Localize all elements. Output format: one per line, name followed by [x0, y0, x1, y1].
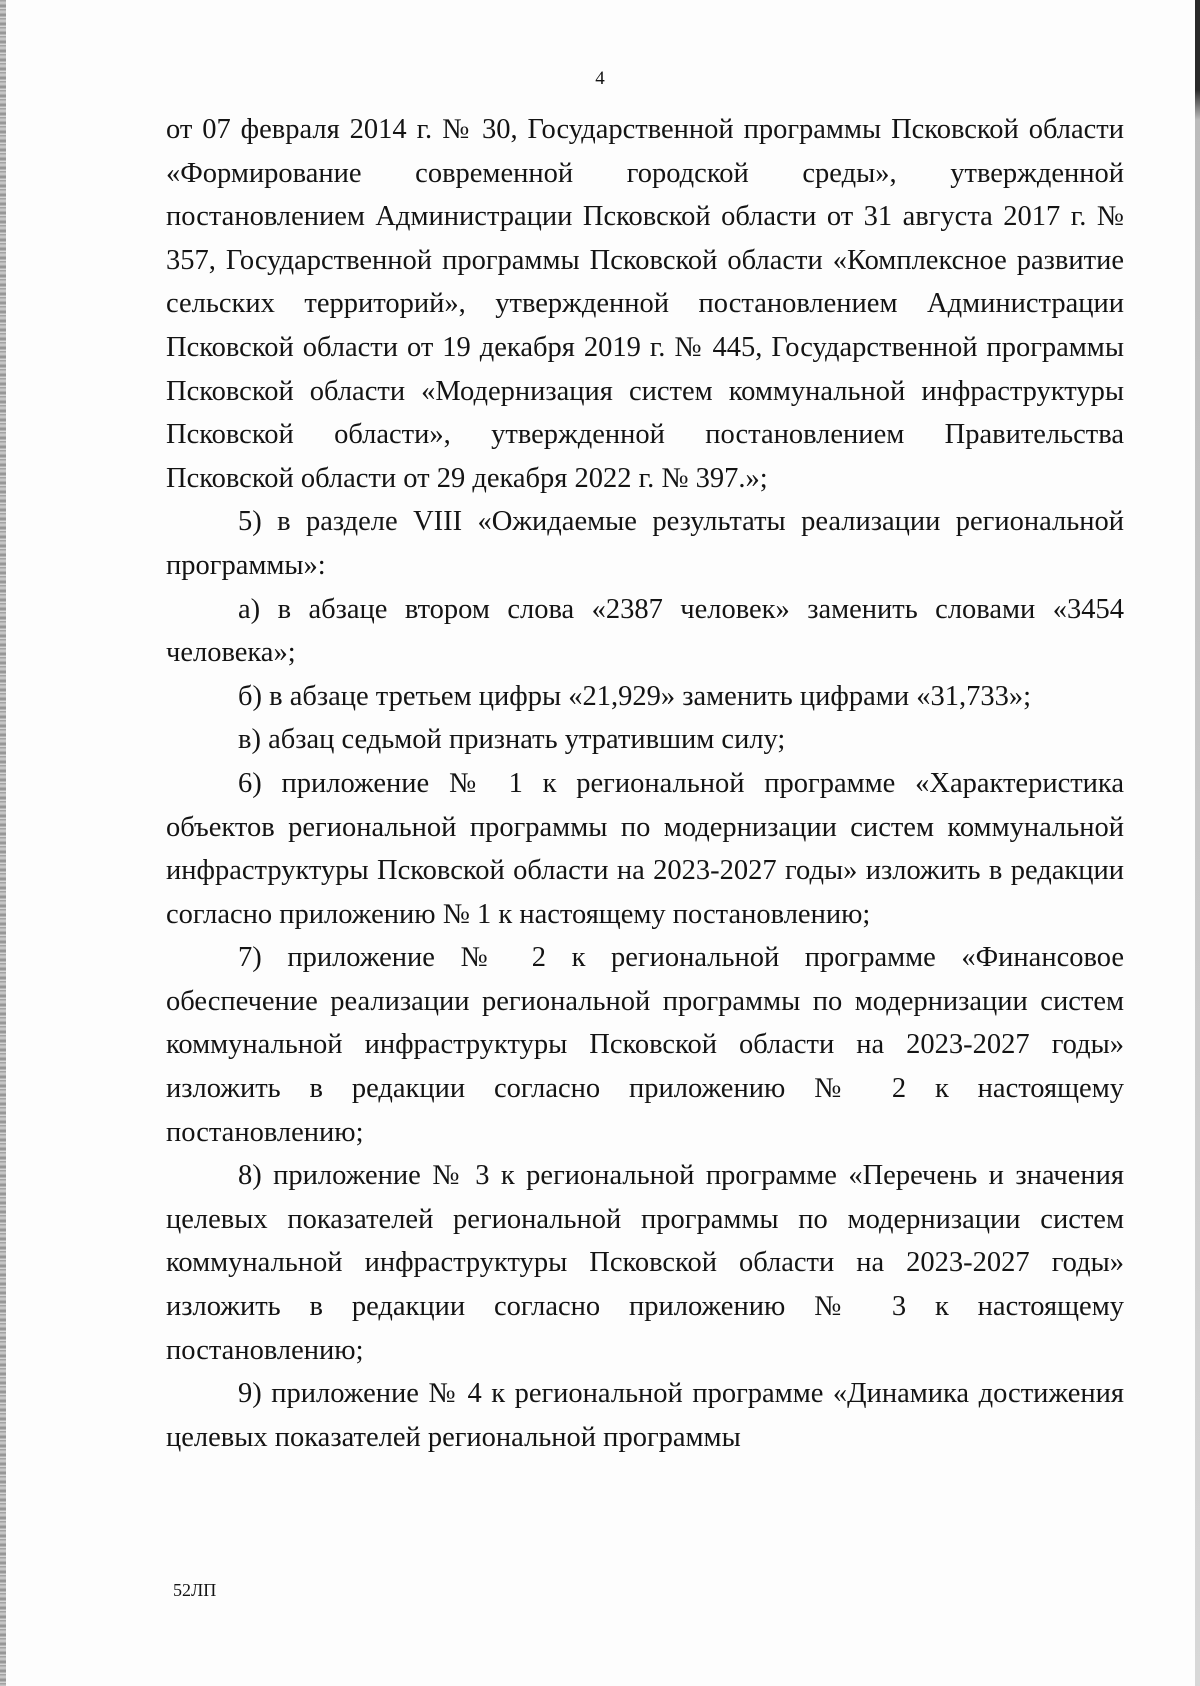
scan-edge-left	[0, 0, 6, 1686]
paragraph-item-8: 8) приложение № 3 к региональной программе «Перечень и значения целевых показателей региональной программы по модернизации систем коммунальной инфраструктуры Псковской области на 2023-2027 годы» изложить в редакции согласно приложению № 3 к настоящему постановлению;	[166, 1160, 1124, 1366]
paragraph-item-9: 9) приложение № 4 к региональной программе «Динамика достижения целевых показателей региональной программы	[166, 1378, 1124, 1453]
paragraph-continuation: от 07 февраля 2014 г. № 30, Государственной программы Псковской области «Формирование современной городской среды», утвержденной постановлением Администрации Псковской области от 31 августа 2017 г. № 357, Государственной программы Псковской области «Комплексное развитие сельских территорий», утвержденной постановлением Администрации Псковской области от 19 декабря 2019 г. № 445, Государственной программы Псковской области «Модернизация систем коммунальной инфраструктуры Псковской области», утвержденной постановлением Правительства Псковской области от 29 декабря 2022 г. № 397.»;	[166, 114, 1124, 494]
paragraph-item-5v: в) абзац седьмой признать утратившим силу;	[238, 724, 786, 756]
paragraph-item-5b: б) в абзаце третьем цифры «21,929» заменить цифрами «31,733»;	[238, 680, 1031, 712]
paragraph-item-7: 7) приложение № 2 к региональной программе «Финансовое обеспечение реализации региональной программы по модернизации систем коммунальной инфраструктуры Псковской области на 2023-2027 годы» изложить в редакции согласно приложению № 2 к настоящему постановлению;	[166, 942, 1124, 1148]
page-number: 4	[595, 68, 605, 89]
scan-edge-right	[1195, 0, 1200, 1686]
document-body	[166, 108, 1124, 1459]
paragraph-item-5: 5) в разделе VIII «Ожидаемые результаты реализации региональной программы»:	[166, 506, 1124, 581]
paragraph-item-5a: а) в абзаце втором слова «2387 человек» заменить словами «3454 человека»;	[166, 593, 1124, 669]
document-code: 52ЛП	[173, 1580, 217, 1600]
paragraph-item-6: 6) приложение № 1 к региональной программе «Характеристика объектов региональной программы по модернизации систем коммунальной инфраструктуры Псковской области на 2023-2027 годы» изложить в редакции согласно приложению № 1 к настоящему постановлению;	[166, 767, 1124, 930]
